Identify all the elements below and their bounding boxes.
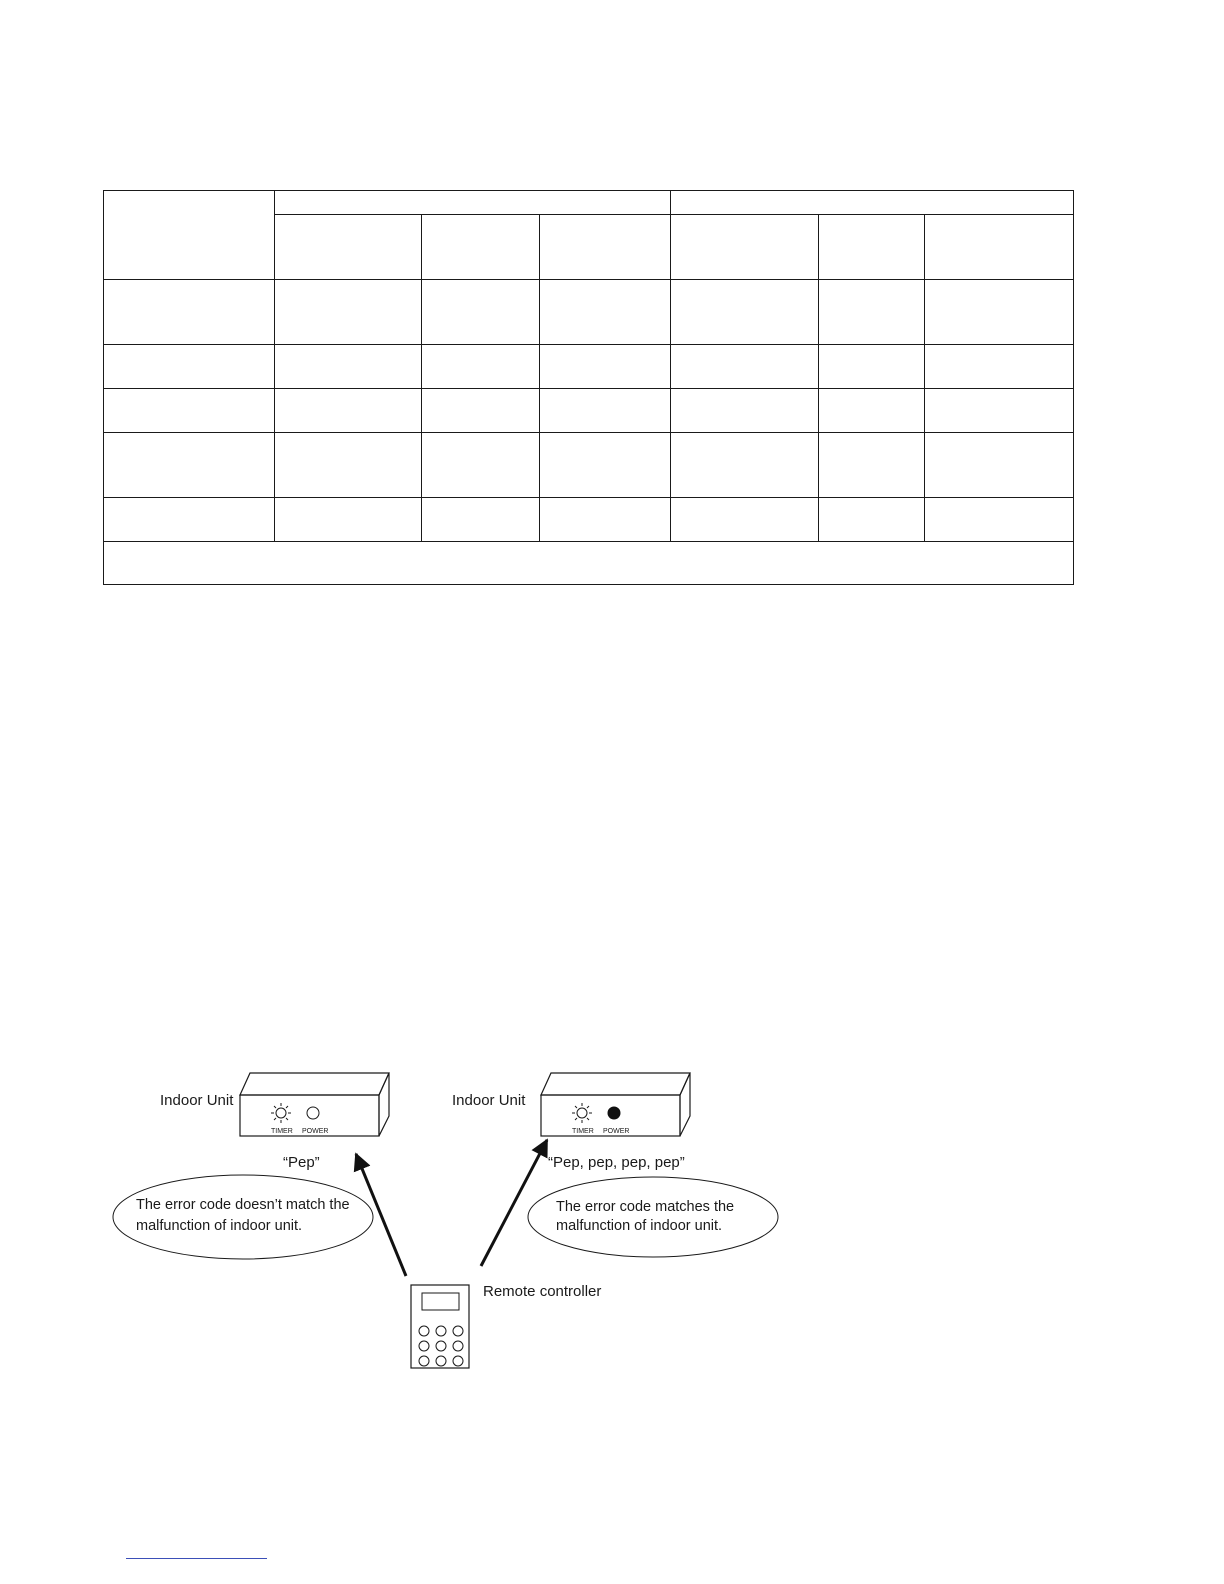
power-led-off-icon	[307, 1107, 319, 1119]
table-cell	[819, 345, 925, 389]
table-cell	[819, 389, 925, 433]
table-header-cell	[104, 191, 275, 280]
left-note-line1: The error code doesn’t match the	[136, 1197, 350, 1213]
left-indoor-unit-label: Indoor Unit	[160, 1092, 234, 1109]
table-cell	[671, 280, 819, 345]
left-timer-label: TIMER	[271, 1128, 293, 1135]
error-code-diagram	[100, 1060, 780, 1380]
table-cell	[671, 498, 819, 542]
right-sound-label: “Pep, pep, pep, pep”	[548, 1154, 685, 1171]
left-indoor-unit	[113, 1073, 389, 1259]
table-cell	[104, 433, 275, 498]
table-cell	[671, 433, 819, 498]
table-cell	[540, 345, 671, 389]
table-cell	[422, 389, 540, 433]
table-cell	[925, 389, 1074, 433]
remote-controller	[411, 1283, 601, 1368]
arrow-to-right-unit-icon	[481, 1140, 547, 1266]
right-unit-box	[541, 1073, 690, 1136]
arrow-to-left-unit-icon	[356, 1154, 406, 1276]
table-cell	[422, 433, 540, 498]
table-subheader-cell	[422, 215, 540, 280]
table-footer-cell	[104, 542, 1074, 585]
table-group-header-cell	[671, 191, 1074, 215]
table-cell	[540, 280, 671, 345]
footer-rule	[126, 1558, 267, 1559]
right-power-label: POWER	[603, 1128, 630, 1135]
timer-sun-icon	[572, 1103, 592, 1123]
table-header-row	[104, 191, 1074, 215]
table-cell	[819, 280, 925, 345]
right-note-line1: The error code matches the	[556, 1199, 735, 1215]
table-cell	[925, 498, 1074, 542]
right-indoor-unit-label: Indoor Unit	[452, 1092, 526, 1109]
table-cell	[671, 389, 819, 433]
right-timer-label: TIMER	[572, 1128, 594, 1135]
table-cell	[104, 280, 275, 345]
table-subheader-cell	[819, 215, 925, 280]
table-row	[104, 389, 1074, 433]
remote-buttons-icon	[419, 1326, 463, 1366]
table-cell	[540, 389, 671, 433]
table-cell	[925, 280, 1074, 345]
table-cell	[104, 498, 275, 542]
right-note-line2: malfunction of indoor unit.	[556, 1218, 723, 1234]
table-cell	[275, 433, 422, 498]
left-unit-box	[240, 1073, 389, 1136]
table-cell	[540, 433, 671, 498]
table-row	[104, 280, 1074, 345]
table-cell	[275, 345, 422, 389]
table-cell	[422, 280, 540, 345]
table-subheader-cell	[671, 215, 819, 280]
table-cell	[540, 498, 671, 542]
table-footer-row	[104, 542, 1074, 585]
table-cell	[275, 498, 422, 542]
table-cell	[671, 345, 819, 389]
table-row	[104, 433, 1074, 498]
table-cell	[104, 389, 275, 433]
table-row	[104, 345, 1074, 389]
timer-sun-icon	[271, 1103, 291, 1123]
right-note-bubble	[528, 1177, 778, 1257]
table-cell	[819, 433, 925, 498]
left-sound-label: “Pep”	[283, 1154, 320, 1171]
table-cell	[925, 433, 1074, 498]
remote-controller-label: Remote controller	[483, 1283, 602, 1300]
left-note-bubble	[113, 1175, 373, 1259]
table-cell	[275, 280, 422, 345]
table-cell	[925, 345, 1074, 389]
table-cell	[819, 498, 925, 542]
remote-display-icon	[422, 1293, 459, 1310]
power-led-on-icon	[608, 1107, 620, 1119]
table-subheader-cell	[925, 215, 1074, 280]
left-power-label: POWER	[302, 1128, 329, 1135]
left-note-line2: malfunction of indoor unit.	[136, 1218, 303, 1234]
table-group-header-cell	[275, 191, 671, 215]
table-cell	[422, 345, 540, 389]
table-subheader-cell	[275, 215, 422, 280]
table-row	[104, 498, 1074, 542]
table-cell	[275, 389, 422, 433]
table-cell	[422, 498, 540, 542]
table-cell	[104, 345, 275, 389]
table-subheader-cell	[540, 215, 671, 280]
grid-table	[103, 190, 1074, 585]
